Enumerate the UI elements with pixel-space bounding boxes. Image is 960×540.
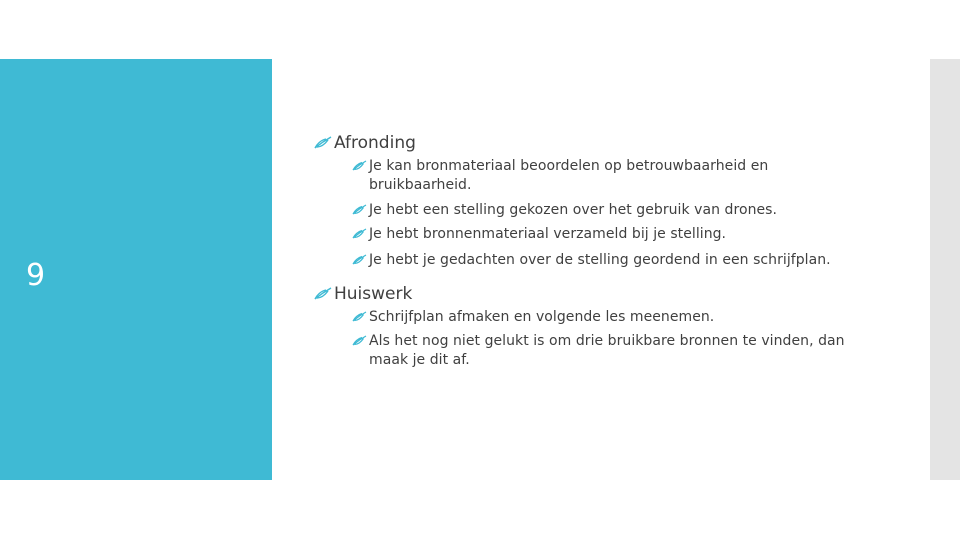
list-item (352, 201, 777, 220)
feather-bullet-icon (352, 335, 367, 347)
section-heading-text: Huiswerk (334, 284, 413, 304)
list-item-text: Schrijfplan afmaken en volgende les meenemen. (369, 309, 715, 325)
feather-bullet-icon (314, 287, 332, 301)
list-item-text: Als het nog niet gelukt is om drie bruikbare bronnen te vinden, dan maak je dit af. (369, 333, 845, 368)
list-item (352, 157, 822, 195)
list-item-text: Je hebt bronnenmateriaal verzameld bij je stelling. (369, 226, 727, 242)
list-item-text: Je hebt je gedachten over de stelling geordend in een schrijfplan. (369, 252, 831, 268)
feather-bullet-icon (352, 204, 367, 216)
list-item (352, 308, 714, 327)
feather-bullet-icon (352, 228, 367, 240)
section-heading-afronding (314, 133, 416, 153)
list-item (352, 251, 831, 270)
feather-bullet-icon (352, 311, 367, 323)
section-heading-huiswerk (314, 284, 412, 304)
feather-bullet-icon (352, 160, 367, 172)
feather-bullet-icon (352, 254, 367, 266)
list-item (352, 225, 726, 244)
list-item-text: Je kan bronmateriaal beoordelen op betrouwbaarheid en bruikbaarheid. (369, 158, 769, 193)
list-item-text: Je hebt een stelling gekozen over het gebruik van drones. (369, 202, 778, 218)
feather-bullet-icon (314, 136, 332, 150)
list-item (352, 332, 882, 370)
slide-number: 9 (26, 258, 46, 293)
section-heading-text: Afronding (334, 133, 416, 153)
